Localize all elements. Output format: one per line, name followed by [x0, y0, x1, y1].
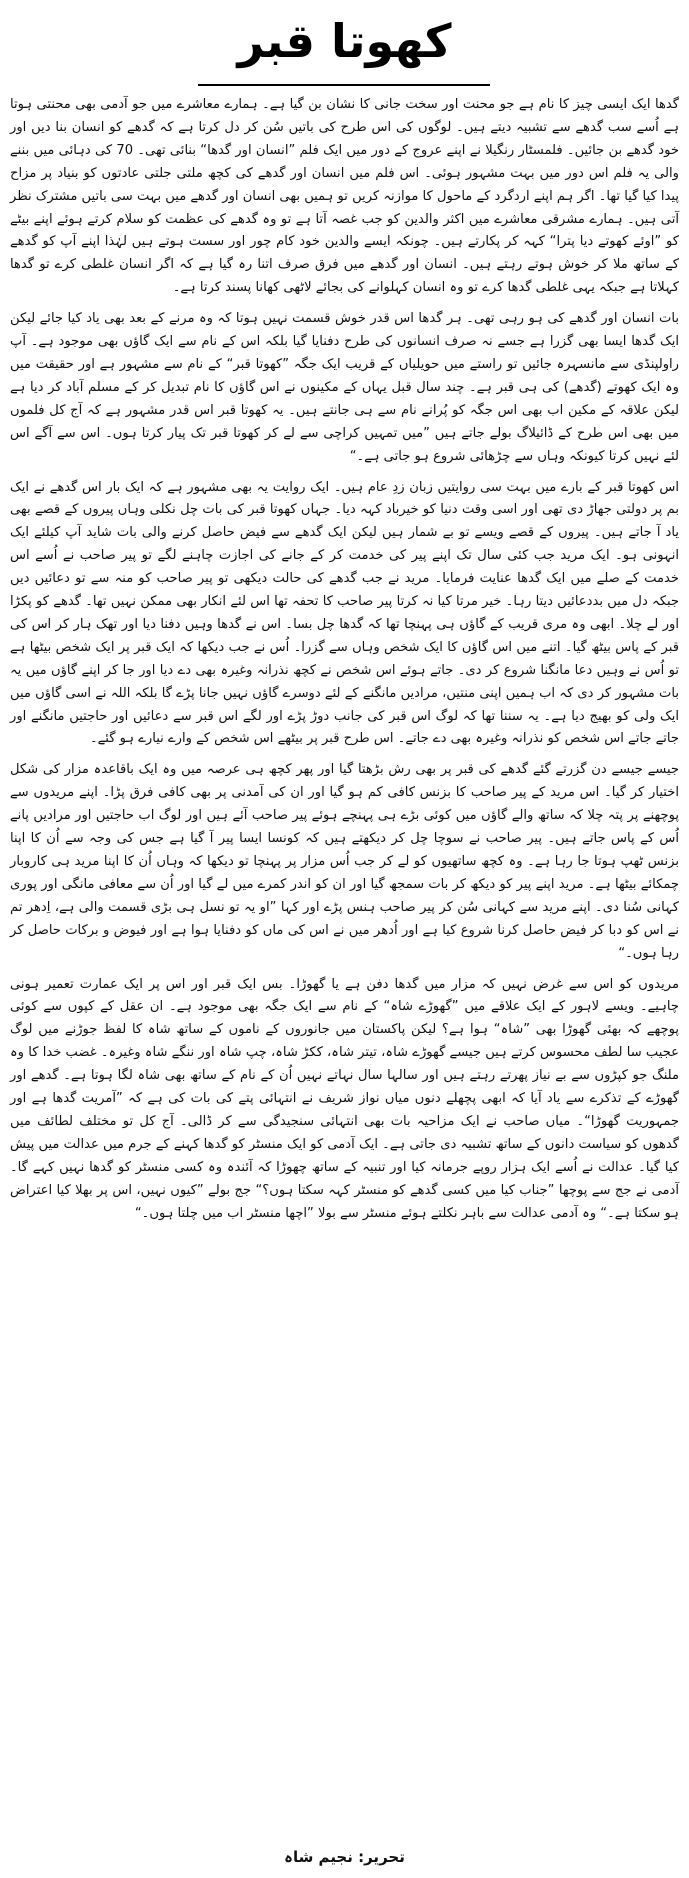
title-underline [198, 84, 490, 86]
paragraph: بات انسان اور گدھے کی ہو رہی تھی۔ ہر گدھا اس قدر خوش قسمت نہیں ہوتا کہ وہ مرنے کے بعد بھی یاد کیا جائے لیکن ایک گدھا ایسا بھی گزرا ہے جسے نہ صرف انسانوں کی طرح دفنایا گیا بلکہ اس کے نام سے ایک گاؤں بھی موجود ہے۔ آپ راولپنڈی سے مانسہرہ جائیں تو راستے میں حویلیاں کے قریب ایک جگہ ”کھوتا قبر“ کے نام سے مشہور ہے اور حقیقت میں وہ ایک کھوتے (گدھے) کی ہی قبر ہے۔ چند سال قبل یہاں کے مکینوں نے اس گاؤں کا نام تبدیل کر کے مسلم آباد کر دیا ہے لیکن علاقہ کے مکین اب بھی اس جگہ کو پُرانے نام سے ہی جانتے ہیں۔ یہ کھوتا قبر اس قدر مشہور ہے کہ آج کل فلموں میں بھی اس طرح کے ڈائیلاگ بولے جاتے ہیں ”میں تمہیں کراچی سے لے کر کھوتا قبر تک پیار کرتا ہوں۔ اس سے آگے اس لئے نہیں کرتا کیونکہ وہاں سے چڑھائی شروع ہو جاتی ہے۔“ [10, 311, 679, 464]
article-title: کھوتا قبر [237, 14, 452, 68]
paragraph: گدھا ایک ایسی چیز کا نام ہے جو محنت اور سخت جانی کا نشان بن گیا ہے۔ ہمارے معاشرے میں جو آدمی بھی محنتی ہوتا ہے اُسے سب گدھے سے تشبیہ دیتے ہیں۔ لوگوں کی اس طرح کی باتیں سُن کر دل کرتا ہے کہ گدھے کو انسان بنا دیں اور خود گدھے بن جائیں۔ فلمسٹار رنگیلا نے اپنے عروج کے دور میں ایک فلم ”انسان اور گدھا“ بنائی تھی۔ 70 کی دہائی میں بننے والی یہ فلم اس دور میں بہت مشہور ہوئی۔ اس فلم میں انسان اور گدھے کی کچھ ملتی جلتی عادتوں کو بنیاد پر مزاح پیدا کیا گیا تھا۔ اگر ہم اپنے اردگرد کے ماحول کا موازنہ کریں تو ہمیں بھی انسان اور گدھے میں بہت سی باتیں مشترک نظر آتی ہیں۔ ہمارے مشرقی معاشرے میں اکثر والدین کو جب غصہ آتا ہے تو وہ گدھے کی عظمت کو سلام کرتے ہوئے اپنے بیٹے کو ”اوئے کھوتے دیا پترا“ کہہ کر پکارتے ہیں۔ چونکہ ایسے والدین خود کام چور اور سست ہوتے ہیں لہٰذا اپنے آپ کو گدھے کے ساتھ ملا کر خوش ہوتے رہتے ہیں۔ انسان اور گدھے میں فرق صرف اتنا رہ گیا ہے کہ اگر انسان غلطی کرے تو گدھا کہلاتا ہے جبکہ یہی غلطی گدھا کرے تو وہ انسان کہلوانے کی بجائے لاٹھی کھانا پسند کرتا ہے۔ [10, 97, 679, 296]
paragraph: اس کھوتا قبر کے بارے میں بہت سی روایتیں زبان زدِ عام ہیں۔ ایک روایت یہ بھی مشہور ہے کہ ایک بار اس گدھے نے ایک بم پر دولتی جھاڑ دی تھی اور اسی وقت دنیا کو خیرباد کہہ دیا۔ جہاں کھوتا قبر کی بات چل نکلی وہاں پیروں کے قصے بھی یاد آ جاتے ہیں۔ پیروں کے قصے ویسے تو بے شمار ہیں لیکن ایک گدھے سے فیض حاصل کرنے والی بات شاید آپ کیلئے ایک انہونی ہو۔ ایک مرید جب کئی سال تک اپنے پیر کی خدمت کر کے جانے کی اجازت چاہنے لگے تو پیر صاحب نے اُسے اس خدمت کے صلے میں ایک گدھا عنایت فرمایا۔ مرید نے جب گدھے کی حالت دیکھی تو پیر صاحب کو منہ سے تو دعائیں دیں جبکہ دل میں بددعائیں دیتا رہا۔ خیر مرتا کیا نہ کرتا پیر صاحب کا تحفہ تھا اس لئے انکار بھی ممکن نہیں تھا۔ گدھے کو پکڑا اور لے چلا۔ ابھی وہ مری قریب کے گاؤں ہی پہنچا تھا کہ گدھا چل بسا۔ اس نے گدھا وہیں دفنا دیا اور تھک ہار کر اس کی قبر کے پاس بیٹھ گیا۔ اتنے میں اس گاؤں کا ایک شخص وہاں سے گزرا۔ اُس نے جب دیکھا کہ ایک قبر پر ایک شخص بیٹھا ہے تو اُس نے وہیں دعا مانگنا شروع کر دی۔ جاتے ہوئے اس شخص نے کچھ نذرانہ وغیرہ بھی دے دیا اور جا کر اپنے گاؤں میں یہ بات مشہور کر دی کہ اب ہمیں اپنی منتیں، مرادیں مانگنے کے لئے دوسرے گاؤں نہیں جانا پڑے گا بلکہ اللہ نے اسی گاؤں میں ایک ولی کو بھیج دیا ہے۔ یہ سننا تھا کہ لوگ اس قبر کی جانب دوڑ پڑے اور لگے اس قبر سے دعائیں اور حاجتیں مانگنے اور جاتے جاتے اس شخص کو نذرانہ وغیرہ بھی دے جاتے۔ اس طرح قبر پر بیٹھے اس شخص کے وارے نیارے ہو گئے۔ [10, 479, 679, 747]
paragraph: جیسے جیسے دن گزرتے گئے گدھے کی قبر پر بھی رش بڑھتا گیا اور پھر کچھ ہی عرصہ میں وہ ایک باقاعدہ مزار کی شکل اختیار کر گیا۔ اس مرید کے پیر صاحب کا بزنس کافی کم ہو گیا اور ان کی آمدنی پر بھی کافی فرق پڑا۔ اپنے مریدوں سے پوچھنے پر پتہ چلا کہ ساتھ والے گاؤں میں کوئی بڑے ہی پہنچے ہوئے پیر صاحب آئے ہیں اور لوگ اب حاجتیں اور مرادیں پانے اُس کے پاس جاتے ہیں۔ پیر صاحب نے سوچا چل کر دیکھتے ہیں کہ کونسا ایسا پیر آ گیا ہے جس کی وجہ سے اُن کا اپنا بزنس ٹھپ ہوتا جا رہا ہے۔ وہ کچھ ساتھیوں کو لے کر جب اُس مزار پر پہنچا تو دیکھا کہ وہاں اُن کا اپنا مرید ہی کاروبار چمکائے بیٹھا ہے۔ مرید اپنے پیر کو دیکھ کر بات سمجھ گیا اور ان کو اندر کمرے میں لے گیا اور اُن سے معافی مانگی اور پوری کہانی سُنا دی۔ اپنے مرید سے کہانی سُن کر پیر صاحب ہنس پڑے اور کہا ”او یہ تو نسل ہی بڑی قسمت والی ہے، اِدھر تم نے اس کو دبا کر فیض حاصل کرنا شروع کیا ہے اور اُدھر میں نے اس کی ماں کو دفنایا ہوا ہے اور فیوض و برکات حاصل کر رہا ہوں۔“ [10, 762, 679, 961]
author-byline: تحریر: نجیم شاہ [284, 1848, 405, 1866]
article-body [10, 94, 679, 1234]
paragraph: مریدوں کو اس سے غرض نہیں کہ مزار میں گدھا دفن ہے یا گھوڑا۔ بس ایک قبر اور اس پر ایک عمارت تعمیر ہونی چاہیے۔ ویسے لاہور کے ایک علاقے میں ”گھوڑے شاہ“ کے نام سے ایک جگہ بھی موجود ہے۔ ان عقل کے کپوں سے کوئی پوچھے کہ بھئی گھوڑا بھی ”شاہ“ ہوا ہے؟ لیکن پاکستان میں جانوروں کے ناموں کے ساتھ شاہ کا لفظ جوڑنے میں لوگ عجیب سا لطف محسوس کرتے ہیں جیسے گھوڑے شاہ، تیتر شاہ، ککڑ شاہ، چپ شاہ اور ننگے شاہ وغیرہ۔ غضب خدا کا وہ ملنگ جو کپڑوں سے بے نیاز پھرتے رہتے ہیں اور سالہا سال نہاتے نہیں اُن کے نام کے ساتھ بھی شاہ لگا ہوتا ہے۔ گدھے اور گھوڑے کے تذکرے سے یاد آیا کہ ابھی پچھلے دنوں میاں نواز شریف نے انتہائی پتے کی بات کی ہے کہ ”آمریت گدھا ہے اور جمہوریت گھوڑا“۔ میاں صاحب نے ایک مزاحیہ بات بھی انتہائی سنجیدگی سے کر ڈالی۔ آج کل تو مختلف لطائف میں گدھوں کو سیاست دانوں کے ساتھ تشبیہ دی جاتی ہے۔ ایک آدمی کو ایک منسٹر کو گدھا کہنے کے جرم میں عدالت میں پیش کیا گیا۔ عدالت نے اُسے ایک ہزار روپے جرمانہ کیا اور تنبیہ کے ساتھ چھوڑا کہ آئندہ وہ کسی منسٹر کو گدھا نہیں کہے گا۔ آدمی نے جج سے پوچھا ”جناب کیا میں کسی گدھے کو منسٹر کہہ سکتا ہوں؟“ جج بولے ”کیوں نہیں، اس پر بھلا کیا اعتراض ہو سکتا ہے۔“ وہ آدمی عدالت سے باہر نکلتے ہوئے منسٹر سے بولا ”اچھا منسٹر اب میں چلتا ہوں۔“ [10, 976, 679, 1221]
